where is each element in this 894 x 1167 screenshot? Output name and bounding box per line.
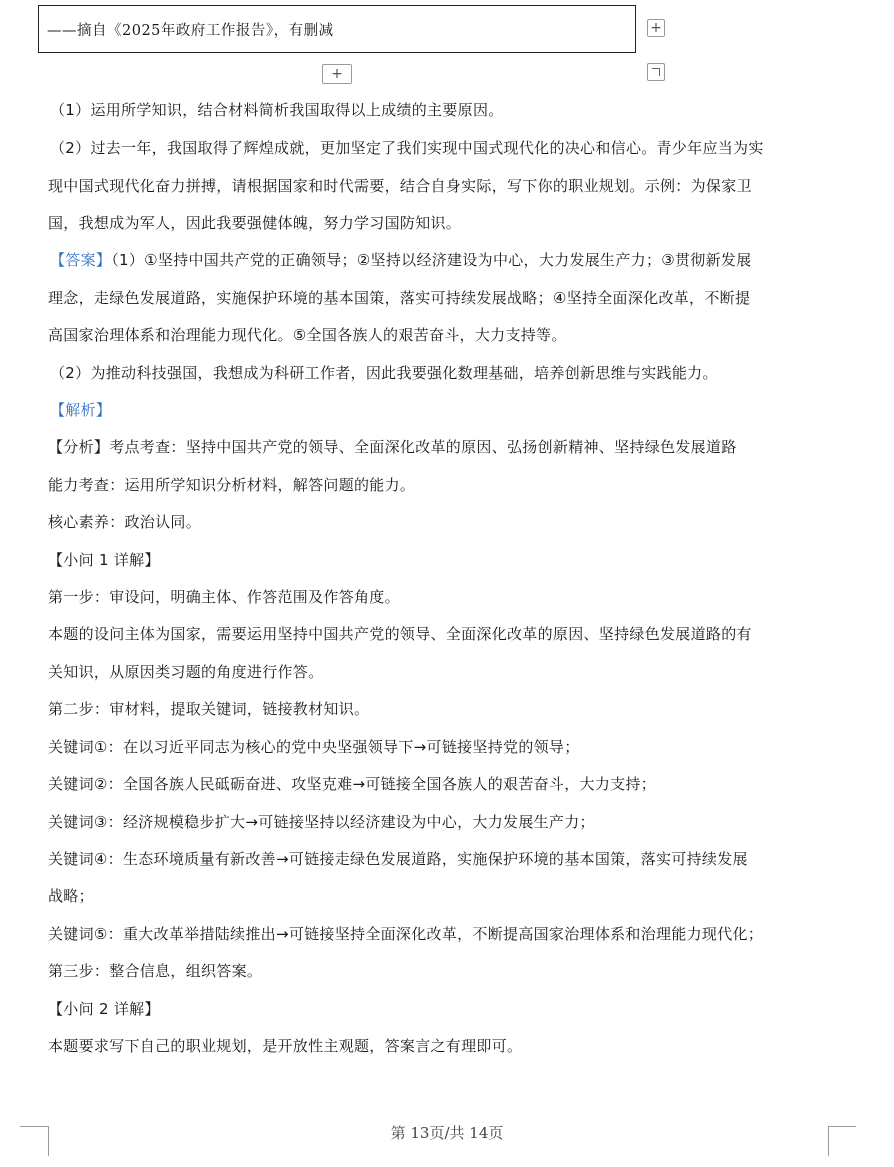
analysis-line: 核心素养：政治认同。	[48, 513, 202, 531]
answer-line: 理念，走绿色发展道路，实施保护环境的基本国策，落实可持续发展战略；④坚持全面深化改革，不断提	[48, 289, 751, 307]
crop-mark	[828, 1126, 829, 1156]
plus-icon: +	[650, 20, 662, 36]
answer-line: （2）为推动科技强国，我想成为科研工作者，因此我要强化数理基础，培养创新思维与实践能力。	[50, 364, 718, 382]
analysis-line: 第一步：审设问，明确主体、作答范围及作答角度。	[48, 588, 400, 606]
table-resize-handle[interactable]	[647, 63, 665, 81]
question-1: （1）运用所学知识，结合材料简析我国取得以上成绩的主要原因。	[50, 101, 504, 119]
quote-table-cell[interactable]	[38, 5, 636, 53]
quote-source: ——摘自《2025年政府工作报告》，有删减	[47, 23, 334, 39]
analysis-line: 关知识，从原因类习题的角度进行作答。	[48, 663, 324, 681]
answer-text: （1）①坚持中国共产党的正确领导；②坚持以经济建设为中心，大力发展生产力；③贯彻新发展	[111, 251, 752, 269]
analysis-line: 关键词②：全国各族人民砥砺奋进、攻坚克难→可链接全国各族人的艰苦奋斗，大力支持；	[48, 775, 657, 793]
analysis-line: 第三步：整合信息，组织答案。	[48, 962, 263, 980]
analysis-line: 关键词⑤：重大改革举措陆续推出→可链接坚持全面深化改革，不断提高国家治理体系和治理能力现代化；	[48, 925, 764, 943]
analysis-line: 战略；	[48, 887, 94, 905]
analysis-line: 第二步：审材料，提取关键词，链接教材知识。	[48, 700, 370, 718]
analysis-line: 关键词①：在以习近平同志为核心的党中央坚强领导下→可链接坚持党的领导；	[48, 738, 580, 756]
question-2-line: 现中国式现代化奋力拼搏，请根据国家和时代需要，结合自身实际，写下你的职业规划。示例：为保家卫	[48, 177, 752, 195]
analysis-tag: 【解析】	[50, 401, 112, 419]
analysis-line: 本题的设问主体为国家，需要运用坚持中国共产党的领导、全面深化改革的原因、坚持绿色发展道路的有	[48, 625, 752, 643]
question-2-line: 国，我想成为军人，因此我要强健体魄，努力学习国防知识。	[48, 214, 462, 232]
plus-icon: +	[331, 66, 343, 82]
crop-mark	[828, 1126, 856, 1127]
crop-mark	[48, 1126, 49, 1156]
page-number: 第 13页/共 14页	[390, 1124, 504, 1142]
add-row-button[interactable]	[322, 64, 352, 84]
analysis-line: 【小问 1 详解】	[48, 551, 160, 569]
analysis-line: 关键词③：经济规模稳步扩大→可链接坚持以经济建设为中心，大力发展生产力；	[48, 813, 595, 831]
add-column-button[interactable]	[647, 19, 665, 37]
question-2-line: （2）过去一年，我国取得了辉煌成就，更加坚定了我们实现中国式现代化的决心和信心。青少年应当为实	[50, 139, 764, 157]
analysis-line: 关键词④：生态环境质量有新改善→可链接走绿色发展道路，实施保护环境的基本国策，落实可持续发展	[48, 850, 748, 868]
analysis-line: 【小问 2 详解】	[48, 1000, 160, 1018]
answer-tag: 【答案】	[50, 251, 112, 269]
answer-line: 高国家治理体系和治理能力现代化。⑤全国各族人的艰苦奋斗，大力支持等。	[48, 326, 567, 344]
analysis-line: 本题要求写下自己的职业规划，是开放性主观题，答案言之有理即可。	[48, 1037, 523, 1055]
analysis-line: 【分析】考点考查：坚持中国共产党的领导、全面深化改革的原因、弘扬创新精神、坚持绿色发展道路	[48, 438, 737, 456]
resize-corner-icon	[652, 68, 660, 76]
analysis-line: 能力考查：运用所学知识分析材料，解答问题的能力。	[48, 476, 416, 494]
crop-mark	[20, 1126, 48, 1127]
answer-line	[50, 250, 752, 270]
